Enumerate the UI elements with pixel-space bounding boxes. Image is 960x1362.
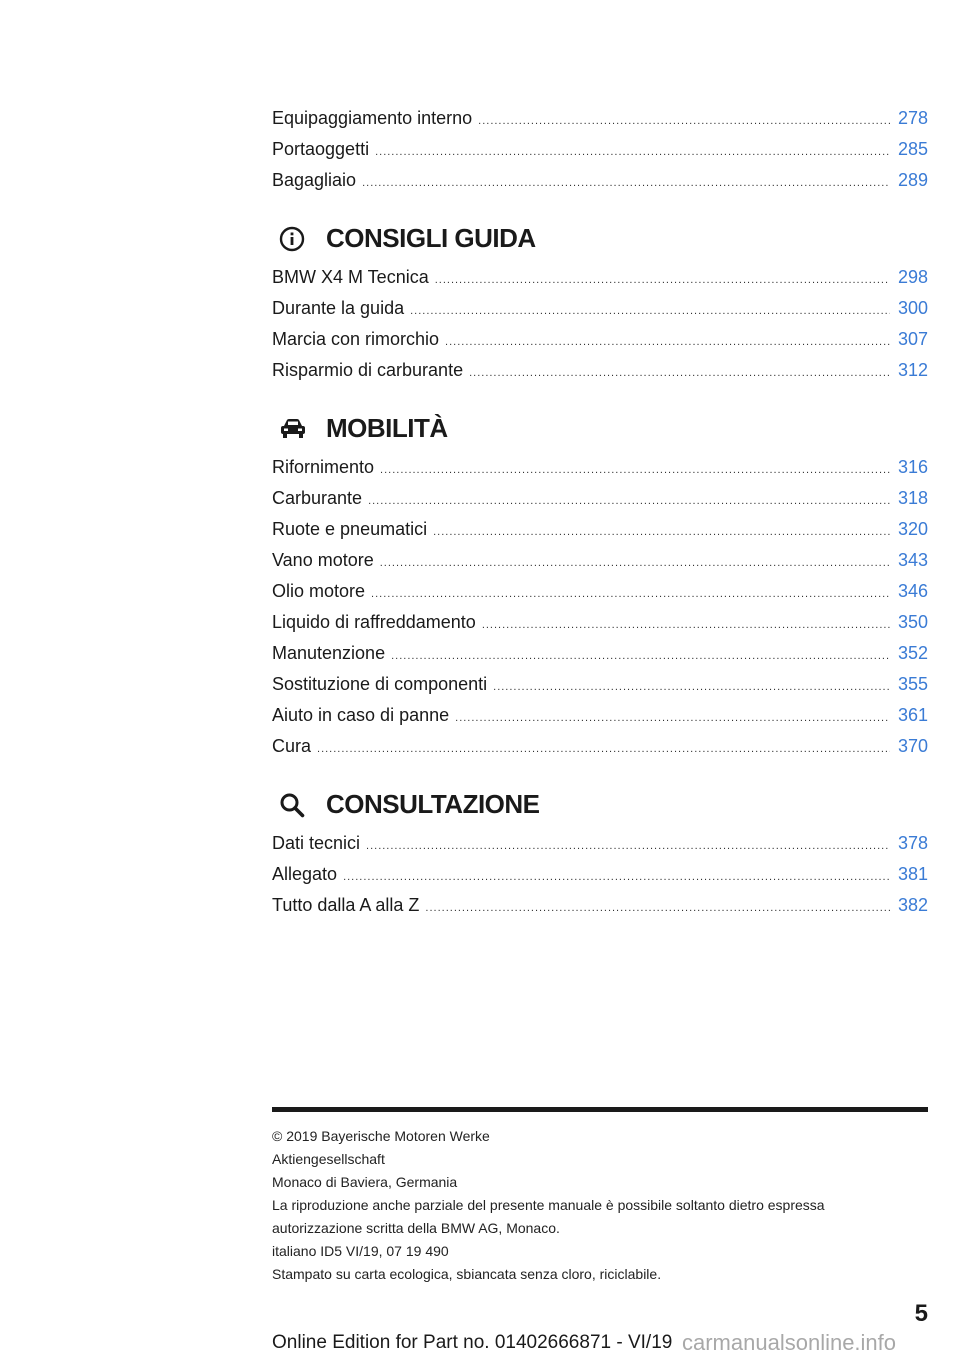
toc-entry[interactable] [272,134,928,165]
section-header-consultazione [272,781,928,828]
toc-entry-label: Equipaggiamento interno [272,108,473,128]
toc-entry-label: Carburante [272,488,363,508]
toc-entry[interactable] [272,483,928,514]
imprint-line: Stampato su carta ecologica, sbiancata senza cloro, riciclabile. [272,1266,662,1282]
watermark: carmanualsonline.info [682,1330,897,1355]
toc-entry-label: Cura [272,736,312,756]
dot-leader [366,831,890,862]
toc-entry[interactable] [272,890,928,921]
toc-entry[interactable] [272,452,928,483]
toc-entry-label: Rifornimento [272,457,375,477]
dot-leader [317,734,890,765]
dot-leader [455,703,890,734]
toc-page-link[interactable]: 307 [897,329,928,349]
imprint-line: La riproduzione anche parziale del presente manuale è possibile soltanto dietro espressa [272,1197,825,1213]
toc-entry-label: Aiuto in caso di panne [272,705,450,725]
section-header-mobilita [272,405,928,452]
toc-entry-label: Portaoggetti [272,139,370,159]
divider-rule [272,1107,928,1112]
dot-leader [368,486,890,517]
toc-entry[interactable] [272,669,928,700]
toc-entry-label: Bagagliaio [272,170,357,190]
toc-entry[interactable] [272,514,928,545]
toc-page-link[interactable]: 298 [897,267,928,287]
toc-page-link[interactable]: 346 [897,581,928,601]
search-icon [272,791,322,819]
toc-entry[interactable] [272,607,928,638]
toc-entry-label: Sostituzione di componenti [272,674,488,694]
imprint-line: Aktiengesellschaft [272,1151,385,1167]
toc-entry[interactable] [272,103,928,134]
toc-entry[interactable] [272,828,928,859]
table-of-contents [272,103,928,921]
section-title: CONSIGLI GUIDA [326,223,536,253]
toc-entry-label: Tutto dalla A alla Z [272,895,420,915]
toc-entry-label: Durante la guida [272,298,405,318]
toc-page-link[interactable]: 370 [897,736,928,756]
toc-entry-label: BMW X4 M Tecnica [272,267,429,287]
dot-leader [380,455,890,486]
section-header-consigli-guida [272,215,928,262]
toc-entry[interactable] [272,545,928,576]
toc-page-link[interactable]: 300 [897,298,928,318]
toc-entry-label: Marcia con rimorchio [272,329,440,349]
toc-page-link[interactable]: 361 [897,705,928,725]
imprint-line: Monaco di Baviera, Germania [272,1174,458,1190]
toc-entry[interactable] [272,638,928,669]
toc-page-link[interactable]: 355 [897,674,928,694]
dot-leader [410,296,890,327]
toc-page-link[interactable]: 320 [897,519,928,539]
toc-entry[interactable] [272,293,928,324]
toc-entry-label: Vano motore [272,550,374,570]
dot-leader [362,168,890,199]
section-title: MOBILITÀ [326,413,448,443]
dot-leader [343,862,890,893]
toc-entry-label: Risparmio di carburante [272,360,464,380]
toc-page-link[interactable]: 352 [897,643,928,663]
toc-page-link[interactable]: 378 [897,833,928,853]
dot-leader [380,548,890,579]
dot-leader [469,358,890,389]
imprint-block [272,1125,928,1286]
toc-entry[interactable] [272,700,928,731]
car-icon [272,416,322,442]
toc-page-link[interactable]: 289 [897,170,928,190]
toc-page-link[interactable]: 312 [897,360,928,380]
toc-entry[interactable] [272,576,928,607]
toc-entry[interactable] [272,355,928,386]
dot-leader [371,579,890,610]
toc-page-link[interactable]: 343 [897,550,928,570]
toc-page-link[interactable]: 318 [897,488,928,508]
toc-entry[interactable] [272,731,928,762]
toc-page-link[interactable]: 381 [897,864,928,884]
toc-entry-label: Liquido di raffreddamento [272,612,476,632]
toc-entry-label: Ruote e pneumatici [272,519,428,539]
toc-entry-label: Olio motore [272,581,366,601]
toc-entry[interactable] [272,859,928,890]
toc-entry-label: Allegato [272,864,338,884]
info-icon [272,225,322,253]
toc-entry-label: Manutenzione [272,643,386,663]
section-title: CONSULTAZIONE [326,789,540,819]
toc-entry-label: Dati tecnici [272,833,361,853]
toc-page-link[interactable]: 382 [897,895,928,915]
dot-leader [433,517,890,548]
imprint-line: © 2019 Bayerische Motoren Werke [272,1128,490,1144]
dot-leader [391,641,890,672]
dot-leader [435,265,890,296]
toc-entry[interactable] [272,262,928,293]
dot-leader [445,327,890,358]
dot-leader [425,893,890,924]
toc-page-link[interactable]: 350 [897,612,928,632]
dot-leader [493,672,890,703]
page-number: 5 [914,1300,928,1327]
toc-page-link[interactable]: 285 [897,139,928,159]
footer-edition-text: Online Edition for Part no. 01402666871 - VI/19 [272,1332,673,1353]
toc-entry[interactable] [272,324,928,355]
imprint-line: italiano ID5 VI/19, 07 19 490 [272,1243,449,1259]
toc-page-link[interactable]: 278 [897,108,928,128]
toc-entry[interactable] [272,165,928,196]
dot-leader [482,610,890,641]
dot-leader [375,137,890,168]
toc-page-link[interactable]: 316 [897,457,928,477]
dot-leader [478,106,890,137]
imprint-line: autorizzazione scritta della BMW AG, Monaco. [272,1220,560,1236]
